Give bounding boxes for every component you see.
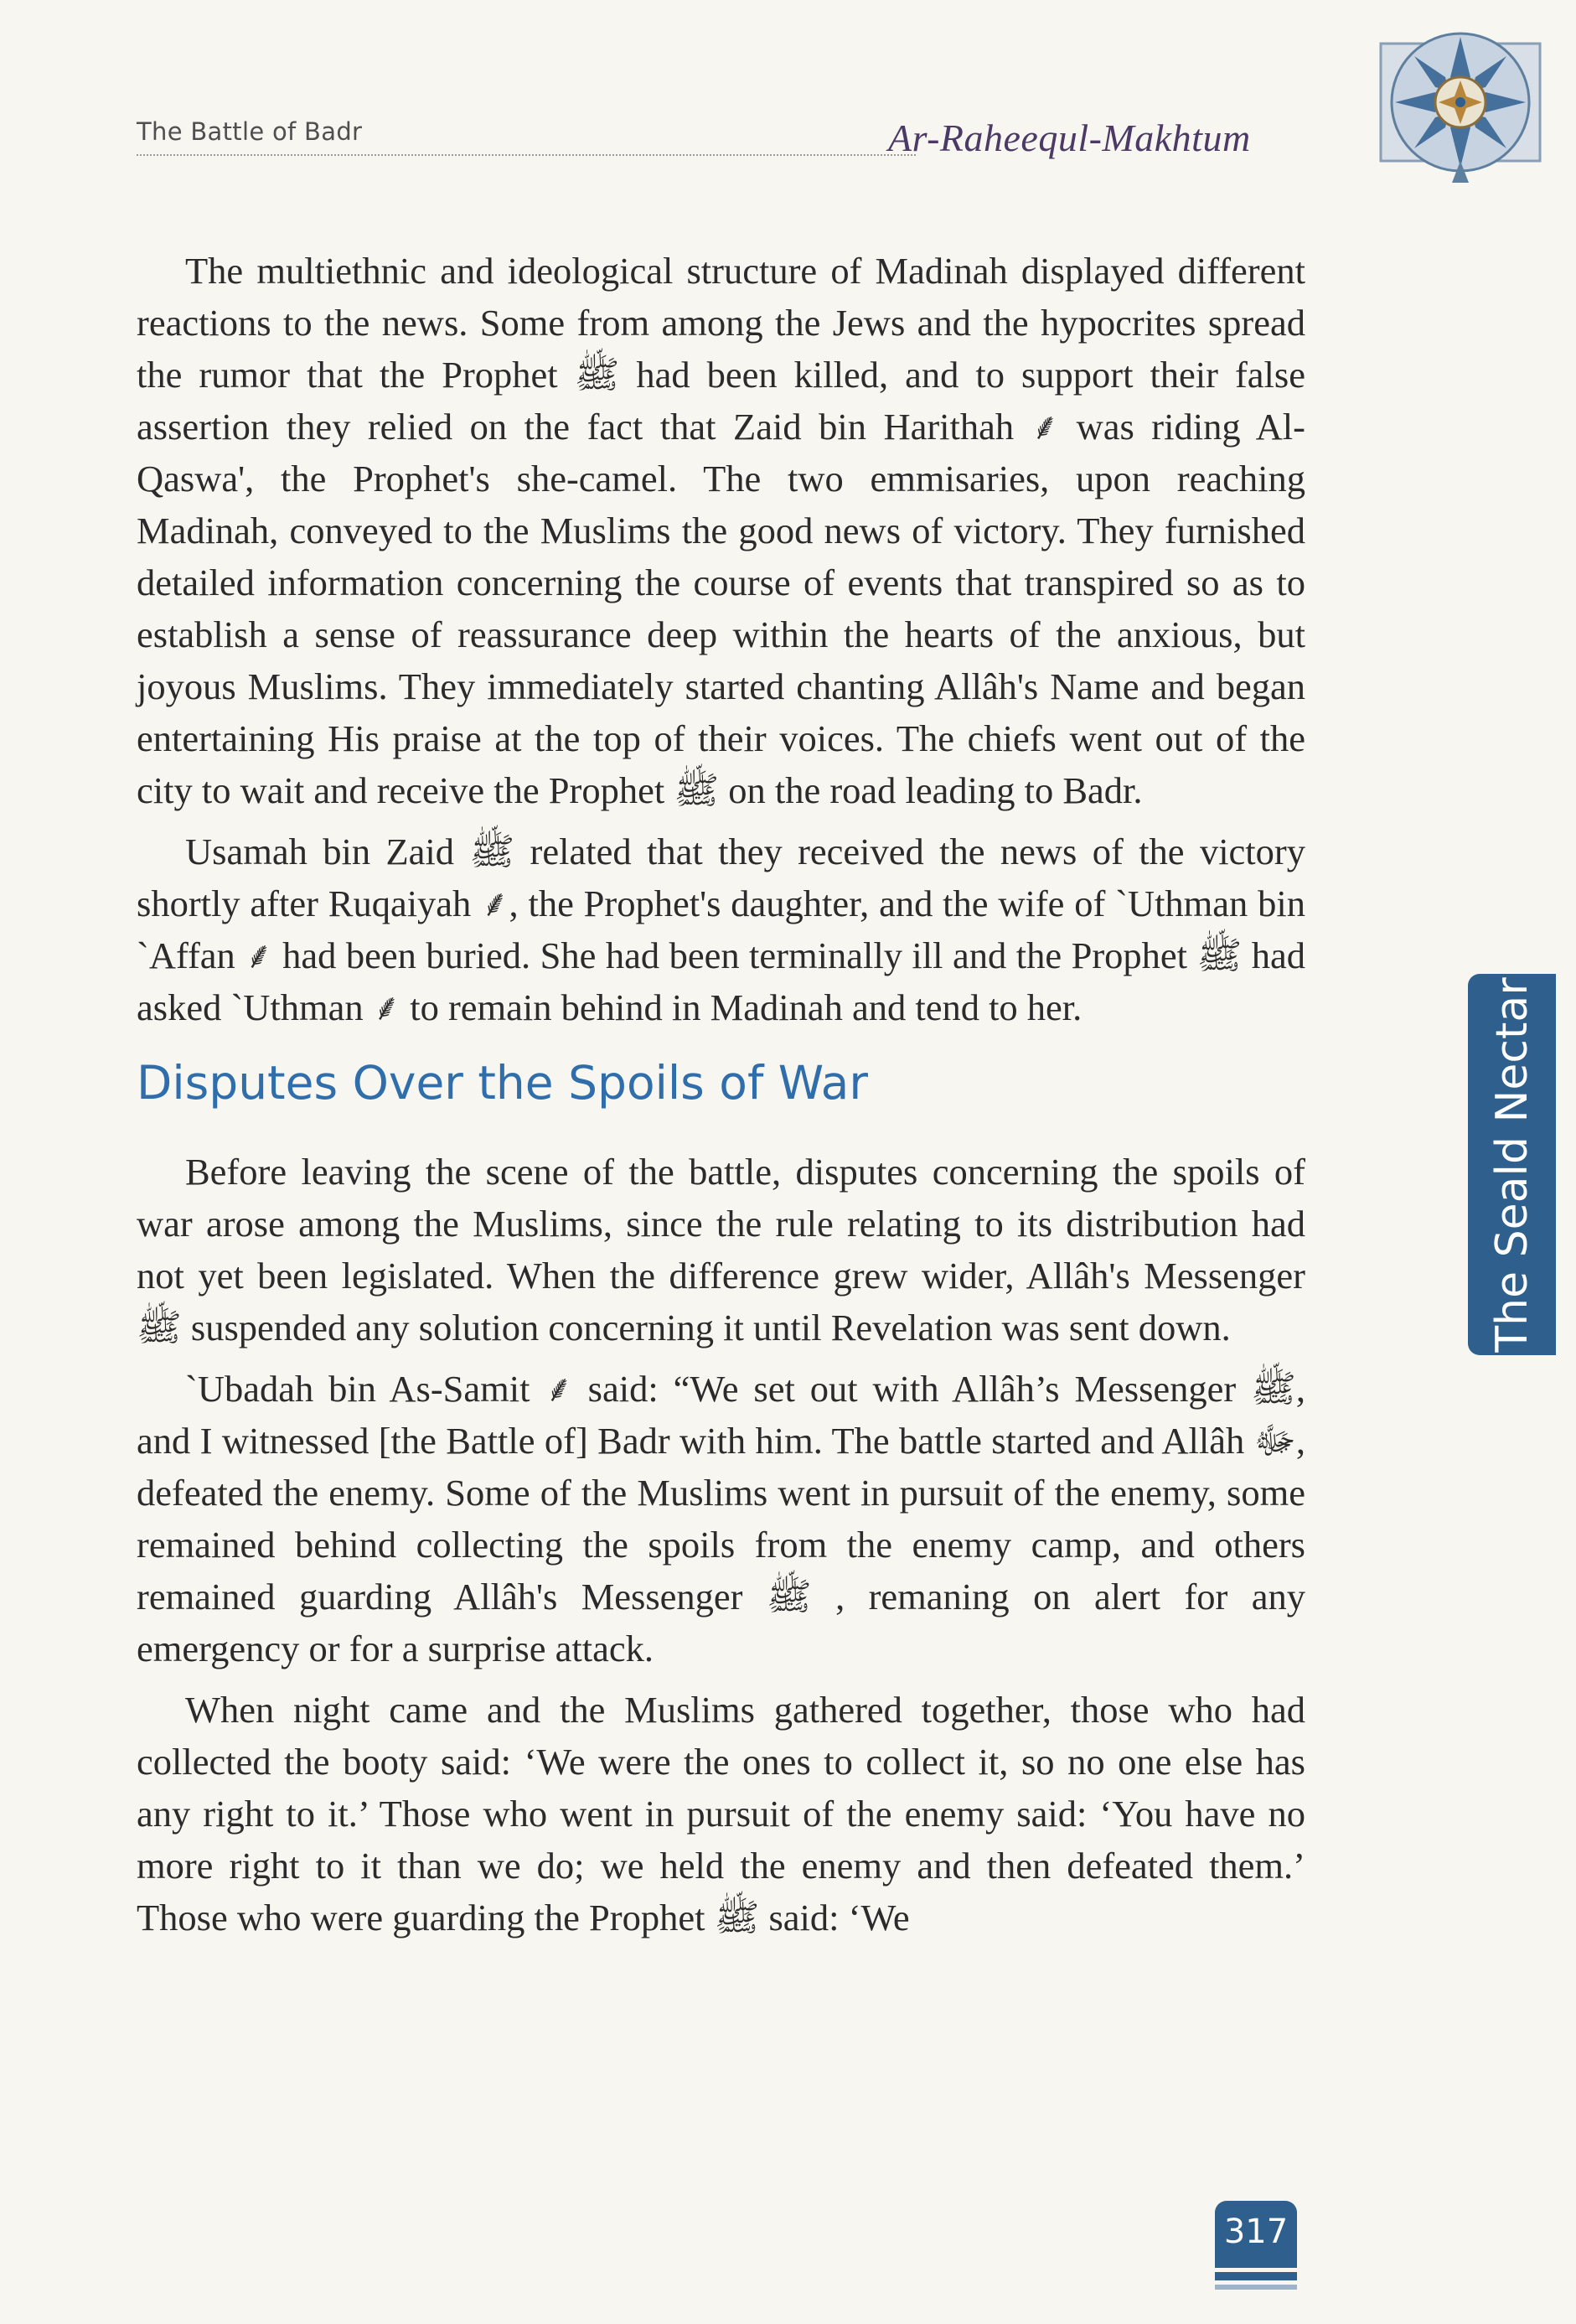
page-number-tab	[1215, 2201, 1297, 2268]
paragraph: `Ubadah bin As-Samit ⸙ said: “We set out with Allâh’s Messenger ﷺ, and I witnessed [the Battle of] Badr with him. The battle started and Allâh ﷻ, defeated the enemy. Some of the Muslims went in pursuit of the enemy, some remained behind collecting the spoils from the enemy camp, and others remained guarding Allâh's Messenger ﷺ , remaning on alert for any emergency or for a surprise attack.	[137, 1368, 1305, 1669]
running-header-left: The Battle of Badr	[137, 117, 363, 146]
header-rule	[137, 154, 916, 156]
main-text	[137, 245, 1305, 1953]
side-tab	[1468, 974, 1556, 1355]
paragraph: Before leaving the scene of the battle, disputes concerning the spoils of war arose among the Muslims, since the rule relating to its distribution had not yet been legislated. When the difference grew wider, Allâh's Messenger ﷺ suspended any solution concerning it until Revelation was sent down.	[137, 1151, 1305, 1348]
paragraph: The multiethnic and ideological structure of Madinah displayed different reactions to the news. Some from among the Jews and the hypocrites spread the rumor that the Prophet ﷺ had been killed, and to support their false assertion they relied on the fact that Zaid bin Harithah ⸙ was riding Al-Qaswa', the Prophet's she-camel. The two emmisaries, upon reaching Madinah, conveyed to the Muslims the good news of victory. They furnished detailed information concerning the course of events that transpired so as to establish a sense of reassurance deep within the hearts of the anxious, but joyous Muslims. They immediately started chanting Allâh's Name and began entertaining His praise at the top of their voices. The chiefs went out of the city to wait and receive the Prophet ﷺ on the road leading to Badr.	[137, 250, 1305, 811]
running-header-title: Ar-Raheequl-Makhtum	[888, 116, 1251, 159]
page-tab-rule	[1215, 2285, 1297, 2290]
section-heading: Disputes Over the Spoils of War	[137, 1056, 868, 1110]
side-tab-label: The Seald Nectar	[1486, 976, 1537, 1353]
paragraph: Usamah bin Zaid ﷺ related that they received the news of the victory shortly after Ruqaiyah ⸙, the Prophet's daughter, and the wife of `Uthman bin `Affan ⸙ had been buried. She had been terminally ill and the Prophet ﷺ had asked `Uthman ⸙ to remain behind in Madinah and tend to her.	[137, 831, 1305, 1028]
page-number: 317	[1223, 2213, 1289, 2251]
paragraph: When night came and the Muslims gathered together, those who had collected the booty said: ‘We were the ones to collect it, so no one else has any right to it.’ Those who went in pursuit of the enemy said: ‘You have no more right to it than we do; we held the enemy and then defeated them.’ Those who were guarding the Prophet ﷺ said: ‘We	[137, 1689, 1305, 1938]
ornament-rosette-icon	[1353, 18, 1564, 196]
page-tab-rule	[1215, 2272, 1297, 2280]
